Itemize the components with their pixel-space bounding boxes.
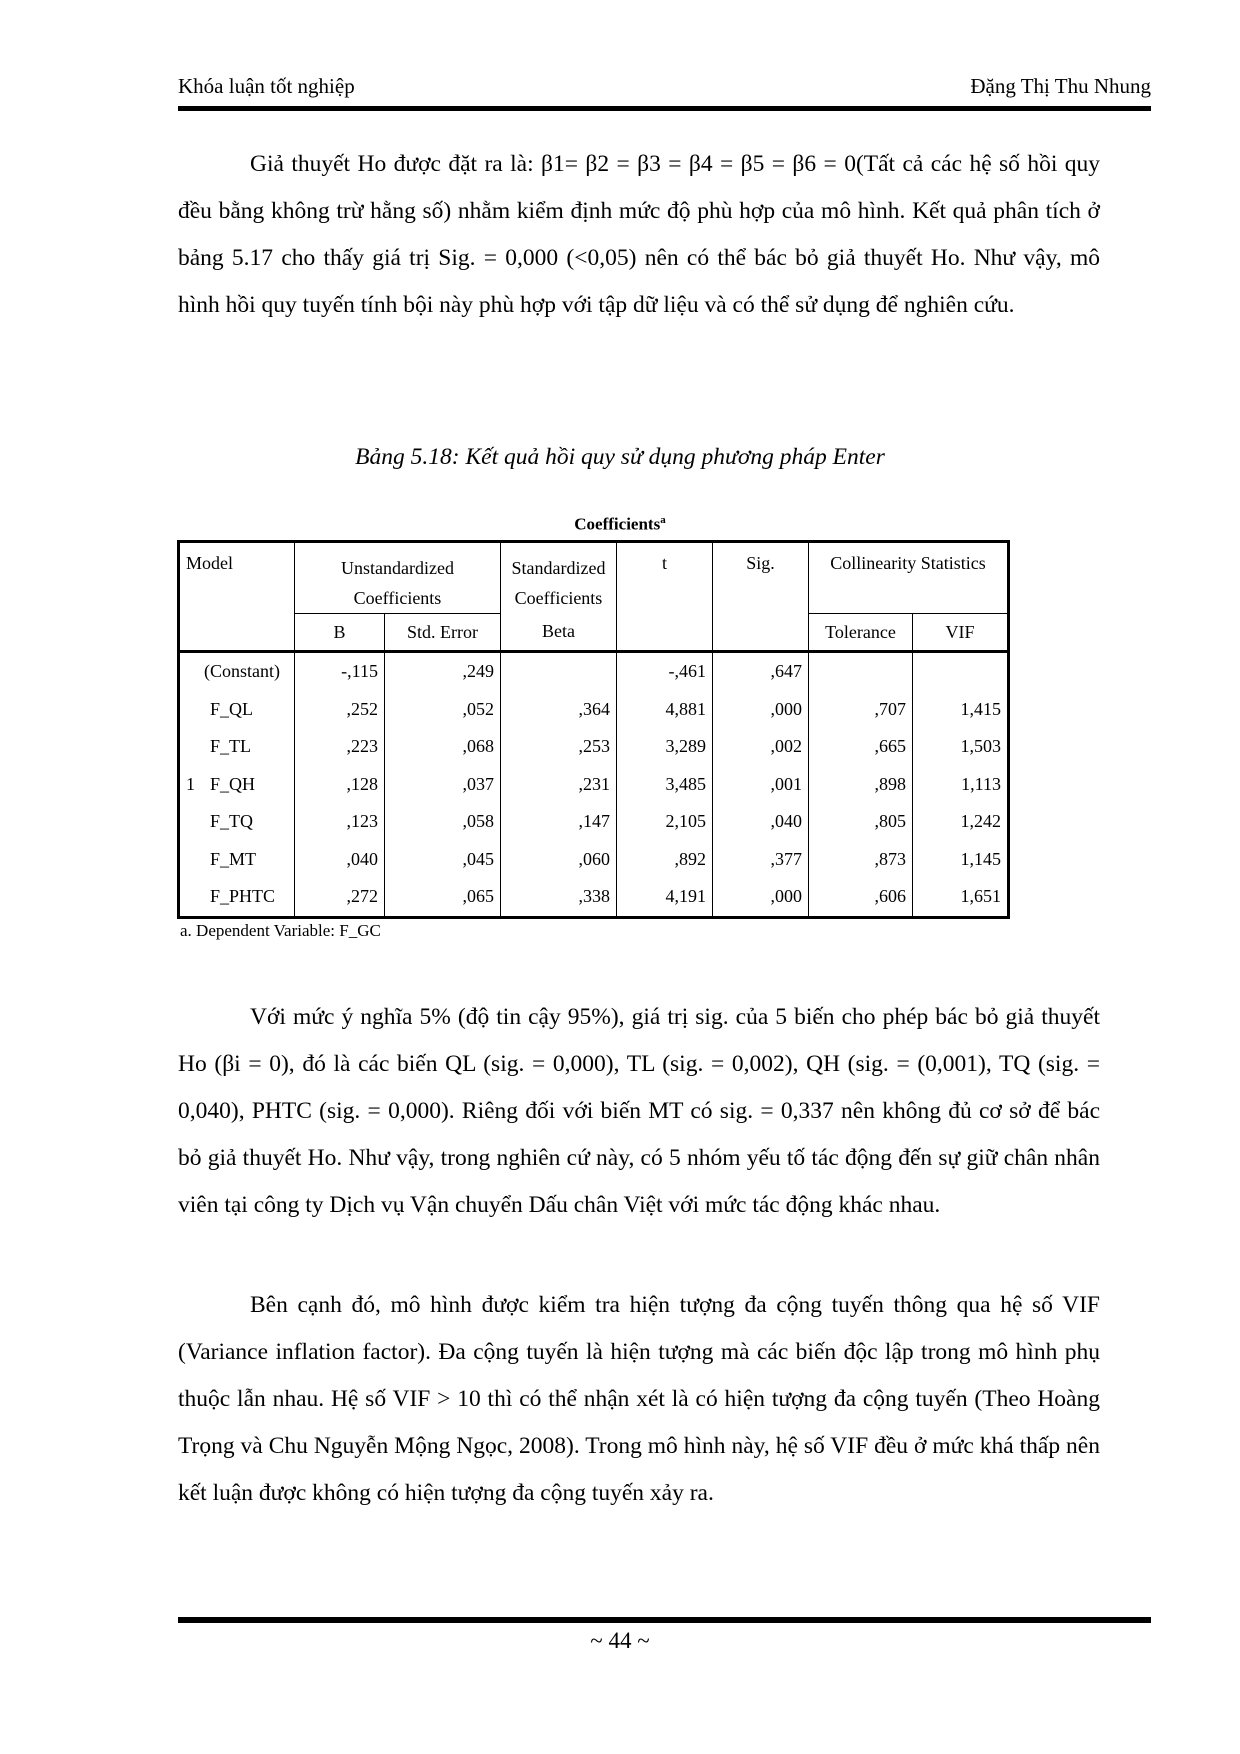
table-footnote: a. Dependent Variable: F_GC xyxy=(180,921,381,940)
header-standardized: Standardized Coefficients xyxy=(501,542,617,614)
table-caption: Bảng 5.18: Kết quả hồi quy sử dụng phương pháp Enter xyxy=(355,444,885,470)
cell-se: ,052 xyxy=(385,691,501,729)
variable-name: F_TQ xyxy=(210,811,254,832)
table-row xyxy=(179,652,1009,691)
cell-tol: ,707 xyxy=(809,691,913,729)
table-title xyxy=(0,514,1240,535)
table-row xyxy=(179,878,1009,917)
cell-t: 3,485 xyxy=(617,766,713,804)
cell-beta: ,147 xyxy=(501,803,617,841)
cell-b: ,123 xyxy=(295,803,385,841)
cell-vif: 1,503 xyxy=(960,736,1001,757)
cell-t: 4,881 xyxy=(617,691,713,729)
cell-beta: ,364 xyxy=(501,691,617,729)
cell-se: ,065 xyxy=(385,878,501,917)
cell-beta: ,060 xyxy=(501,841,617,879)
table-title-text: Coefficients xyxy=(574,514,661,534)
row-label xyxy=(179,803,295,841)
cell-sig: ,040 xyxy=(713,803,809,841)
cell-b: ,252 xyxy=(295,691,385,729)
paragraph-significance: Với mức ý nghĩa 5% (độ tin cậy 95%), giá trị sig. của 5 biến cho phép bác bỏ giả thuyết Ho (βi = 0), đó là các biến QL (sig. = 0,000), TL (sig. = 0,002), QH (sig. = (0,001), TQ (sig. = 0,040), PHTC (sig. = 0,000). Riêng đối với biến MT có sig. = 0,337 nên không đủ cơ sở để bác bỏ giả thuyết Ho. Như vậy, trong nghiên cứ này, có 5 nhóm yếu tố tác động đến sự giữ chân nhân viên tại công ty Dịch vụ Vận chuyển Dấu chân Việt với mức tác động khác nhau. xyxy=(178,1004,1100,1218)
header-rule xyxy=(178,106,1151,111)
cell-b: ,223 xyxy=(295,728,385,766)
footer-rule xyxy=(178,1617,1151,1623)
cell-tol xyxy=(809,652,913,691)
cell-sig: ,377 xyxy=(713,841,809,879)
cell-beta: ,231 xyxy=(501,766,617,804)
table-row xyxy=(179,841,1009,879)
variable-name: F_TL xyxy=(210,736,252,757)
header-std-error: Std. Error xyxy=(385,614,501,652)
cell-t: 4,191 xyxy=(617,878,713,917)
header-vif: VIF xyxy=(913,614,1009,652)
row-label xyxy=(179,728,295,766)
header-beta: Beta xyxy=(501,614,617,652)
paragraph-hypothesis: Giả thuyết Ho được đặt ra là: β1= β2 = β3 = β4 = β5 = β6 = 0(Tất cả các hệ số hồi quy đều bằng không trừ hằng số) nhằm kiểm định mức độ phù hợp của mô hình. Kết quả phân tích ở bảng 5.17 cho thấy giá trị Sig. = 0,000 (<0,05) nên có thể bác bỏ giả thuyết Ho. Như vậy, mô hình hồi quy tuyến tính bội này phù hợp với tập dữ liệu và có thể sử dụng để nghiên cứu. xyxy=(178,151,1100,318)
header-b: B xyxy=(295,614,385,652)
table-title-sup: a xyxy=(660,514,666,526)
row-label xyxy=(179,691,295,729)
cell-sig: ,001 xyxy=(713,766,809,804)
cell-vif: 1,415 xyxy=(960,698,1001,719)
cell-vif: 1,242 xyxy=(960,811,1001,832)
table-row xyxy=(179,803,1009,841)
row-label xyxy=(179,841,295,879)
header-t: t xyxy=(617,542,713,652)
cell-sig: ,647 xyxy=(713,652,809,691)
table-row xyxy=(179,691,1009,729)
cell-beta xyxy=(501,652,617,691)
table-row xyxy=(179,766,1009,804)
cell-se: ,249 xyxy=(385,652,501,691)
cell-vif: 1,113 xyxy=(961,773,1001,794)
header-tolerance: Tolerance xyxy=(809,614,913,652)
cell-beta: ,338 xyxy=(501,878,617,917)
variable-name: F_QH xyxy=(210,773,256,794)
header-left-title: Khóa luận tốt nghiệp xyxy=(178,74,355,98)
cell-sig: ,000 xyxy=(713,878,809,917)
cell-t: ,892 xyxy=(617,841,713,879)
cell-vif: 1,651 xyxy=(960,886,1001,907)
cell-se: ,068 xyxy=(385,728,501,766)
cell-se: ,058 xyxy=(385,803,501,841)
coefficients-table xyxy=(177,540,1010,919)
cell-tol: ,873 xyxy=(809,841,913,879)
cell-b: ,128 xyxy=(295,766,385,804)
cell-t: 2,105 xyxy=(617,803,713,841)
row-label xyxy=(179,766,295,804)
row-label xyxy=(179,878,295,917)
cell-tol: ,805 xyxy=(809,803,913,841)
cell-vif xyxy=(913,652,1009,691)
cell-sig: ,002 xyxy=(713,728,809,766)
cell-b: ,040 xyxy=(295,841,385,879)
cell-beta: ,253 xyxy=(501,728,617,766)
cell-se: ,045 xyxy=(385,841,501,879)
header-sig: Sig. xyxy=(713,542,809,652)
header-unstandardized: Unstandardized Coefficients xyxy=(295,542,501,614)
variable-name: F_MT xyxy=(210,848,257,869)
header-author: Đặng Thị Thu Nhung xyxy=(970,74,1151,98)
header-collinearity: Collinearity Statistics xyxy=(830,553,986,573)
cell-b: -,115 xyxy=(295,652,385,691)
variable-name: F_PHTC xyxy=(210,886,276,907)
cell-vif: 1,145 xyxy=(960,848,1001,869)
paragraph-vif: Bên cạnh đó, mô hình được kiểm tra hiện tượng đa cộng tuyến thông qua hệ số VIF (Variance inflation factor). Đa cộng tuyến là hiện tượng mà các biến độc lập trong mô hình phụ thuộc lẫn nhau. Hệ số VIF > 10 thì có thể nhận xét là có hiện tượng đa cộng tuyến (Theo Hoàng Trọng và Chu Nguyễn Mộng Ngọc, 2008). Trong mô hình này, hệ số VIF đều ở mức khá thấp nên kết luận được không có hiện tượng đa cộng tuyến xảy ra. xyxy=(178,1292,1100,1506)
cell-b: ,272 xyxy=(295,878,385,917)
cell-t: -,461 xyxy=(617,652,713,691)
model-number: 1 xyxy=(186,773,195,794)
cell-tol: ,898 xyxy=(809,766,913,804)
page-header xyxy=(178,74,1151,104)
cell-t: 3,289 xyxy=(617,728,713,766)
cell-tol: ,665 xyxy=(809,728,913,766)
cell-sig: ,000 xyxy=(713,691,809,729)
cell-se: ,037 xyxy=(385,766,501,804)
page-number: ~ 44 ~ xyxy=(590,1628,650,1653)
header-model: Model xyxy=(179,542,295,652)
variable-name: F_QL xyxy=(210,698,254,719)
row-label xyxy=(179,652,295,691)
variable-name: (Constant) xyxy=(204,661,280,682)
table-row xyxy=(179,728,1009,766)
cell-tol: ,606 xyxy=(809,878,913,917)
